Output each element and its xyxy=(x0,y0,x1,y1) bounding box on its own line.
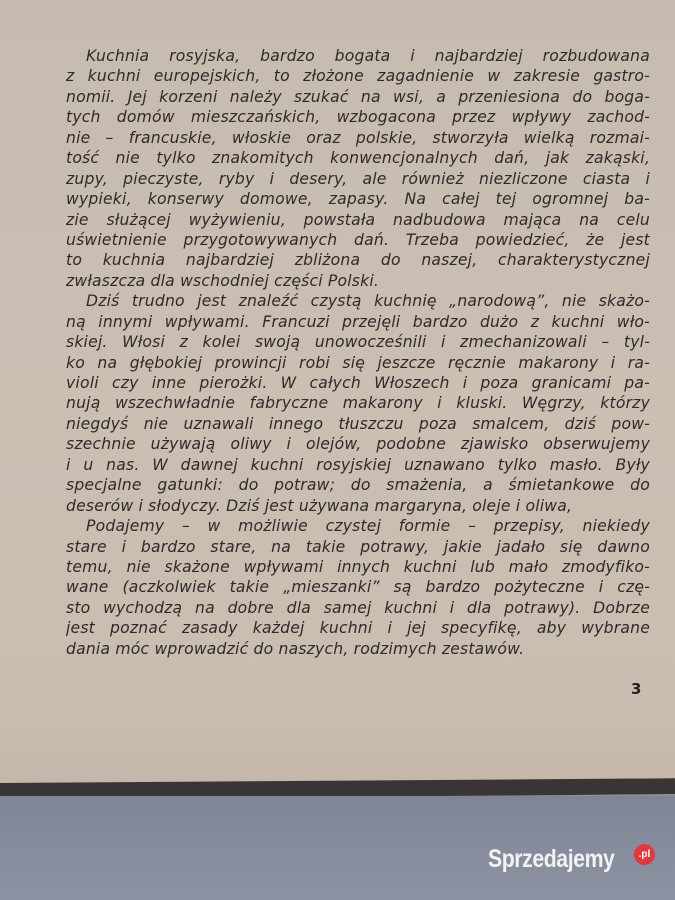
watermark-logo: Sprzedajemy xyxy=(488,845,615,873)
text-line: violi czy inne pierożki. W całych Włoszech i poza granicami pa- xyxy=(66,374,650,392)
text-line: temu, nie skażone wpływami innych kuchni lub mało zmodyfiko- xyxy=(66,557,650,576)
text-line: i u nas. W dawnej kuchni rosyjskiej uznawano tylko masło. Były xyxy=(66,455,650,474)
text-line: jest poznać zasady każdej kuchni i jej specyfikę, aby wybrane xyxy=(66,619,650,638)
text-line: ną innymi wpływami. Francuzi przejęli bardzo dużo z kuchni wło- xyxy=(66,312,650,331)
text-line: to kuchnia najbardziej zbliżona do naszej, charakterystycznej xyxy=(66,251,650,270)
text-line: Kuchnia rosyjska, bardzo bogata i najbardziej rozbudowana xyxy=(86,47,650,65)
text-line: uświetnienie przygotowywanych dań. Trzeba powiedzieć, że jest xyxy=(66,230,650,249)
text-line: specjalne gatunki: do potraw; do smażenia, a śmietankowe do xyxy=(66,476,650,495)
text-line: nomii. Jej korzeni należy szukać na wsi, a przeniesiona do boga- xyxy=(66,87,650,106)
text-line: wane (aczkolwiek takie „mieszanki” są bardzo pożyteczne i czę- xyxy=(66,578,650,597)
text-line: ko na głębokiej prowincji robi się jeszcze ręcznie makarony i ra- xyxy=(66,353,650,372)
text-line: deserów i słodyczy. Dziś jest używana margaryna, oleje i oliwa, xyxy=(66,496,573,515)
text-line: Podajemy – w możliwie czystej formie – przepisy, niekiedy xyxy=(86,517,650,536)
page-body-text xyxy=(66,46,650,659)
text-line: tych domów mieszczańskich, wzbogacona przez wpływy zachod- xyxy=(66,108,650,127)
text-line: zwłaszcza dla wschodniej części Polski. xyxy=(66,271,380,290)
text-line: Dziś trudno jest znaleźć czystą kuchnię „narodową”, nie skażo- xyxy=(86,292,650,311)
page-number: 3 xyxy=(631,680,642,698)
text-line: z kuchni europejskich, to złożone zagadnienie w zakresie gastro- xyxy=(66,67,650,86)
text-line: wypieki, konserwy domowe, zapasy. Na całej tej ogromnej ba- xyxy=(66,190,650,209)
text-line: zie służącej wyżywieniu, powstała nadbudowa mająca na celu xyxy=(66,210,650,229)
text-line: sto wychodzą na dobre dla samej kuchni i dla potrawy). Dobrze xyxy=(66,598,650,617)
text-line: szechnie używają oliwy i olejów, podobne zjawisko obserwujemy xyxy=(66,435,650,454)
watermark-dot-badge: .pl xyxy=(634,844,655,865)
text-line: zupy, pieczyste, ryby i desery, ale również niezliczone ciasta i xyxy=(66,169,650,188)
text-line: tość nie tylko znakomitych konwencjonalnych dań, jak zakąski, xyxy=(66,149,650,168)
text-line: stare i bardzo stare, na takie potrawy, jakie jadało się dawno xyxy=(66,537,650,556)
text-line: skiej. Włosi z kolei swoją unowocześnili i zmechanizowali – tyl- xyxy=(66,333,650,352)
text-line: nie – francuskie, włoskie oraz polskie, stworzyła wielką rozmai- xyxy=(66,128,650,147)
text-line: niegdyś nie uznawali innego tłuszczu poza smalcem, dziś pow- xyxy=(66,414,650,433)
text-line: dania móc wprowadzić do naszych, rodzimych zestawów. xyxy=(66,639,525,658)
text-line: nują wszechwładnie fabryczne makarony i kluski. Węgrzy, którzy xyxy=(66,394,650,413)
